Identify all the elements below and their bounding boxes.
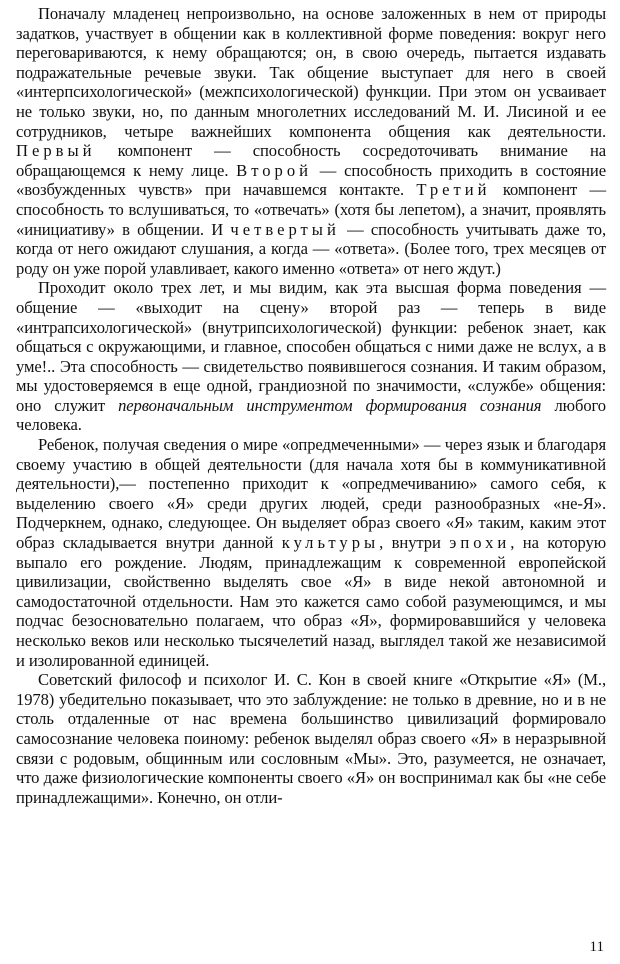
text-run: компонент — способность то вслушиваться, то «отвечать» (хотя бы лепетом), а значит, проявлять «инициативу» в общении. И — [16, 180, 606, 239]
spaced-emphasis: четвертый — [230, 219, 340, 239]
spaced-emphasis: Третий — [416, 180, 491, 200]
spaced-emphasis: Второй — [236, 160, 313, 180]
paragraph-4 — [16, 670, 606, 807]
text-run: , внутри — [379, 533, 450, 553]
text-run: — способность учитывать даже то, когда от него ожидают слушания, а когда — «ответа». (Более того, трех месяцев от роду он уже порой улавливает, какого именно «ответа» от него ждут.) — [16, 219, 606, 278]
italic-emphasis: первоначальным инструментом формирования сознания — [118, 395, 542, 415]
text-run: Проходит около трех лет, и мы видим, как эта высшая форма поведения — общение — «выходит на сцену» второй раз — теперь в виде «интрапсихологической» (внутрипсихологической) функции: ребенок знает, как общаться с окружающими, и главное, способен общаться с ними даже не вслух, а в уме!.. Эта способность — свидетельство появившегося сознания. И таким образом, мы удостоверяемся в еще одной, грандиозной по значимости, «службе» общения: оно служит — [16, 278, 606, 415]
text-run: — способность приходить в состояние «возбужденных чувств» при начавшемся контакте. — [16, 160, 606, 200]
text-run: Поначалу младенец непроизвольно, на основе заложенных в нем от природы задатков, участвует в общении как в коллективной форме поведения: вокруг него переговариваются, к нему обращаются; он, в свою очередь, пытается издавать подражательные речевые звуки. Так общение выступает для него в своей «интерпсихологической» (межпсихологической) функции. При этом он усваивает не только звуки, но, по данным многолетних исследований М. И. Лисиной и ее сотрудников, четыре важнейших компонента общения как деятельности. — [16, 4, 606, 141]
text-run: , на которую выпало его рождение. Людям, принадлежащим к современной европейской цивилизации, свойственно выделять свое «Я» в виде некой автономной и самодостаточной отдельности. Нам это кажется само собой разумеющимся, и мы подчас безосновательно полагаем, что образ «Я», формировавшийся у человека несколько веков или несколько тысячелетий назад, выглядел такой же независимой и изолированной единицей. — [16, 533, 607, 670]
spaced-emphasis: Первый — [16, 141, 96, 161]
text-run: любого человека. — [16, 395, 607, 435]
page-number: 11 — [589, 939, 604, 955]
text-run: компонент — способность сосредоточивать внимание на обращающемся к нему лице. — [16, 141, 606, 180]
spaced-emphasis: эпохи — [449, 533, 511, 553]
paragraph-3 — [16, 435, 606, 670]
text-run: Ребенок, получая сведения о мире «опредмеченными» — через язык и благодаря своему участию в общей деятельности (для начала хотя бы в коммуникативной деятельности),— постепенно приходит к «опредмечиванию» самого себя, к выделению своего «Я» среди других людей, среди разнообразных «не-Я». Подчеркнем, однако, следующее. Он выделяет образ своего «Я» таким, каким этот образ складывается внутри данной — [16, 435, 606, 553]
spaced-emphasis: культуры — [281, 533, 380, 553]
paragraph-2 — [16, 278, 606, 435]
paragraph-1 — [16, 4, 606, 278]
text-run: Советский философ и психолог И. С. Кон в своей книге «Открытие «Я» (М., 1978) убедительно показывает, что это заблуждение: не только в древние, но и в не столь отдаленные от нас времена большинство цивилизаций формировало самосознание человека поиному: ребенок выделял образ своего «Я» в неразрывной связи с родовым, общинным или сословным «Мы». Это, разумеется, не означает, что даже физиологические компоненты своего «Я» он воспринимал как бы «не себе принадлежащими». Конечно, он отли- — [16, 670, 606, 807]
